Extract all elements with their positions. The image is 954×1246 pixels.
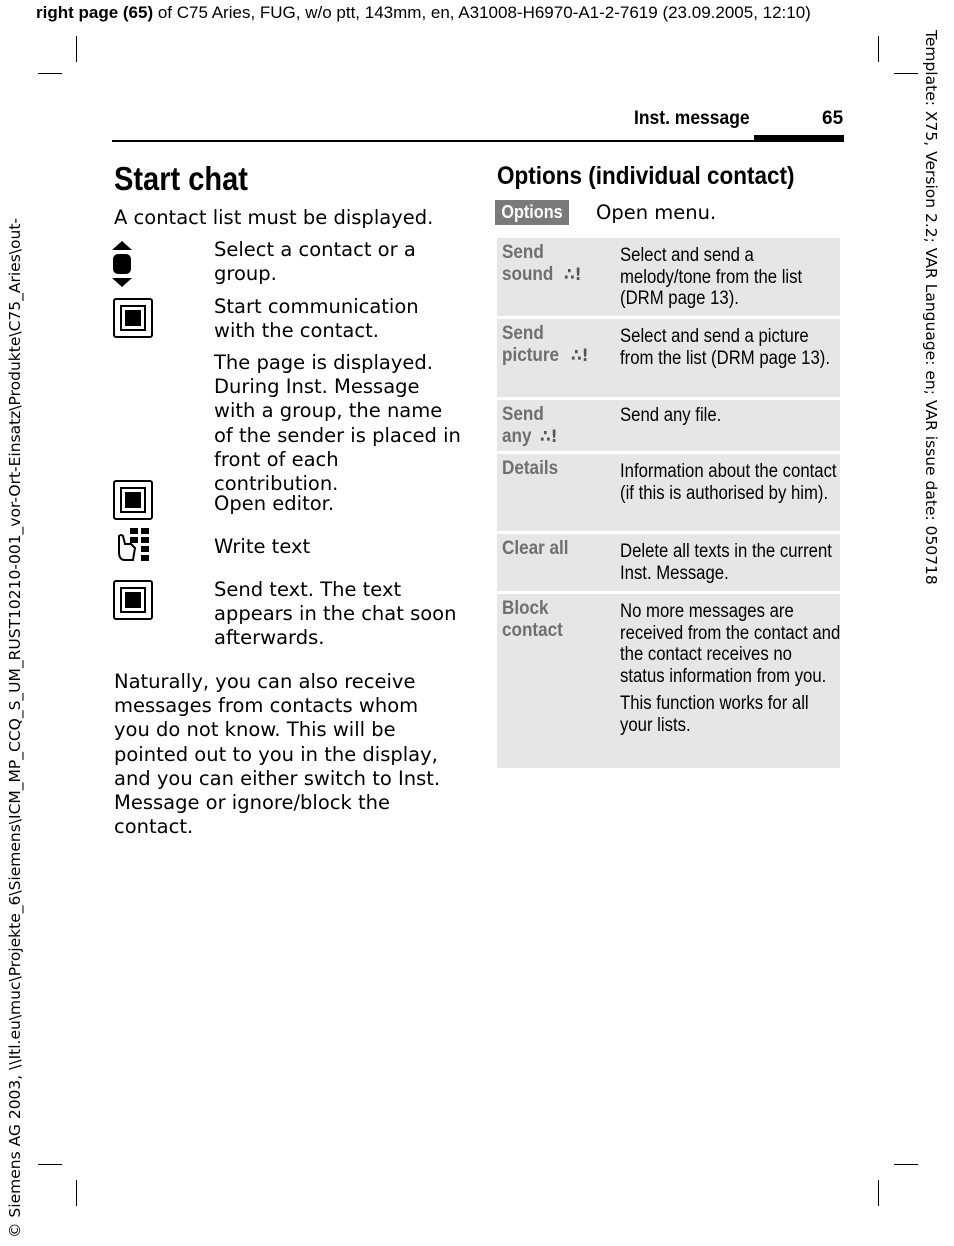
crop-mark <box>894 73 918 74</box>
navigation-key-icon <box>110 241 134 287</box>
step-write-text: Write text <box>214 535 311 558</box>
crop-mark <box>76 36 77 62</box>
options-softkey: Options <box>495 200 569 225</box>
intro-text: A contact list must be displayed. <box>114 206 434 229</box>
center-key-icon <box>113 298 153 338</box>
crop-mark <box>878 36 879 62</box>
header-rule <box>112 140 844 142</box>
option-row-send-picture: Send picture ∴! Select and send a picture from the list (DRM page 13). <box>497 319 840 397</box>
option-row-send-sound: Send sound ∴! Select and send a melody/tone from the list (DRM page 13). <box>497 238 840 316</box>
section-heading: Start chat <box>114 160 248 197</box>
keypad-icon <box>113 526 151 564</box>
template-info: Template: X75, Version 2.2; VAR Language: en; VAR issue date: 050718 <box>922 30 940 585</box>
crop-mark <box>38 1164 62 1165</box>
step-send-text: Send text. The text appears in the chat soon afterwards. <box>214 578 457 650</box>
page-number: 65 <box>822 108 844 129</box>
print-header: right page (65) of C75 Aries, FUG, w/o ptt, 143mm, en, A31008-H6970-A1-2-7619 (23.09.2005, 12:10) <box>36 3 811 22</box>
option-row-details: Details Information about the contact (if this is authorised by him). <box>497 454 840 531</box>
center-key-icon <box>113 480 153 520</box>
crop-mark <box>76 1180 77 1206</box>
option-row-block-contact: Block contact No more messages are received from the contact and the contact receives no status information from you. This function works for all your lists. <box>497 594 840 768</box>
step-open-editor: Open editor. <box>214 492 335 515</box>
drm-icon: ∴! <box>570 345 589 366</box>
drm-icon: ∴! <box>540 426 558 447</box>
copyright-path: © Siemens AG 2003, \\Itl.eu\muc\Projekte_6\Siemens\ICM_MP_CCQ_S_UM_RUST10210-001_vor-Ort-Einsatz\Produkte\C75_Aries\out- <box>6 218 24 1238</box>
header-rule-accent <box>754 135 844 141</box>
center-key-icon <box>113 580 153 620</box>
closing-paragraph: Naturally, you can also receive messages from contacts whom you do not know. This will be pointed out to you in the display, and you can either switch to Inst. Message or ignore/block the contact. <box>114 670 441 839</box>
options-table <box>497 238 840 771</box>
crop-mark <box>894 1164 918 1165</box>
crop-mark <box>38 73 62 74</box>
step-select-contact: Select a contact or a group. <box>214 238 416 286</box>
running-header-title: Inst. message <box>634 108 750 129</box>
crop-mark <box>878 1180 879 1206</box>
options-softkey-desc: Open menu. <box>596 201 717 224</box>
option-row-clear-all: Clear all Delete all texts in the current Inst. Message. <box>497 534 840 591</box>
drm-icon: ∴! <box>564 264 582 285</box>
options-heading: Options (individual contact) <box>497 162 795 190</box>
step-start-communication: Start communication with the contact. <box>214 295 419 343</box>
option-row-send-any: Send any ∴! Send any file. <box>497 400 840 451</box>
step-page-displayed: The page is displayed. During Inst. Message with a group, the name of the sender is placed in front of each contribution. <box>214 351 461 496</box>
